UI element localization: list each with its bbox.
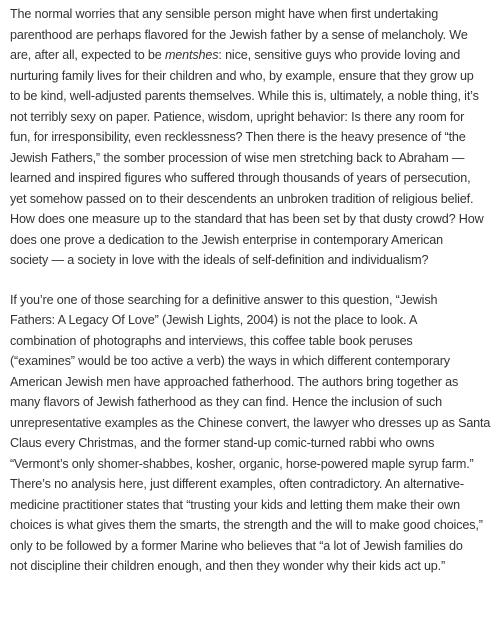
text-run: (“examines” would be too active a verb) the ways in which different contemporary <box>10 354 450 368</box>
text-line <box>10 107 493 128</box>
text-line <box>10 25 493 46</box>
text-line <box>10 433 493 454</box>
text-line <box>10 250 493 271</box>
text-line <box>10 189 493 210</box>
text-line <box>10 168 493 189</box>
text-line <box>10 515 493 536</box>
text-line <box>10 66 493 87</box>
paragraph-1 <box>10 4 493 271</box>
text-run: Fathers: A Legacy Of Love” (Jewish Lights, 2004) is not the place to look. A <box>10 313 418 327</box>
text-line <box>10 454 493 475</box>
text-line <box>10 351 493 372</box>
text-run: The normal worries that any sensible person might have when first undertaking <box>10 7 439 21</box>
text-run: nurturing family lives for their children and who, by example, ensure that they grow up <box>10 68 474 83</box>
text-run: society — a society in love with the ideals of self-definition and individualism? <box>10 253 429 267</box>
text-run: learned and inspired figures who suffered through thousands of years of persecution, <box>10 171 471 185</box>
text-run: yet somehow passed on to their descendents an unbroken tradition of religious belief. <box>10 191 474 206</box>
text-line <box>10 209 493 230</box>
text-run: fun, for irresponsibility, even recklessness? Then there is the heavy presence of “the <box>10 130 466 144</box>
text-line <box>10 392 493 413</box>
text-run: are, after all, expected to be <box>10 48 165 62</box>
text-line <box>10 556 493 577</box>
text-run: American Jewish men have approached fatherhood. The authors bring together as <box>10 374 459 389</box>
text-run: combination of photographs and interviews, this coffee table book peruses <box>10 333 413 348</box>
text-run: does one prove a dedication to the Jewish enterprise in contemporary American <box>10 232 443 247</box>
text-run: only to be followed by a former Marine who believes that “a lot of Jewish families do <box>10 538 463 553</box>
text-run: Jewish Fathers,” the somber procession of wise men stretching back to Abraham — <box>10 150 465 165</box>
text-run: choices is what gives them the smarts, the strength and the will to make good choices,” <box>10 518 483 532</box>
text-run: Claus every Christmas, and the former stand-up comic-turned rabbi who owns <box>10 436 435 450</box>
text-line <box>10 331 493 352</box>
text-run: If you’re one of those searching for a definitive answer to this question, “Jewish <box>10 292 438 307</box>
text-line <box>10 230 493 251</box>
text-run: How does one measure up to the standard that has been set by that dusty crowd? How <box>10 212 484 226</box>
text-line <box>10 536 493 557</box>
text-run: unrepresentative examples as the Chinese convert, the lawyer who dresses up as Santa <box>10 415 491 430</box>
text-run: many flavors of Jewish fatherhood as they can find. Hence the inclusion of such <box>10 395 442 409</box>
text-line <box>10 290 493 311</box>
text-run: “Vermont’s only shomer-shabbes, kosher, organic, horse-powered maple syrup farm.” <box>10 456 474 471</box>
text-line <box>10 474 493 495</box>
text-run: : nice, sensitive guys who provide loving and <box>218 48 461 62</box>
text-line <box>10 372 493 393</box>
text-line <box>10 413 493 434</box>
text-line <box>10 148 493 169</box>
text-line <box>10 4 493 25</box>
text-run: parenthood are perhaps flavored for the Jewish father by a sense of melancholy. We <box>10 27 468 42</box>
text-line <box>10 45 493 66</box>
text-line <box>10 127 493 148</box>
text-run: There’s no analysis here, just different examples, often contradictory. An alternative- <box>10 477 464 491</box>
text-run: medicine practitioner states that “trusting your kids and letting them make their own <box>10 497 460 512</box>
text-line <box>10 86 493 107</box>
italic-term: mentshes <box>164 48 219 62</box>
paragraph-2 <box>10 290 493 577</box>
text-run: to be kind, well-adjusted parents themselves. While this is, ultimately, a noble thing, it’s <box>10 89 479 103</box>
text-run: not terribly sexy on paper. Patience, wisdom, upright behavior: Is there any room for <box>10 109 465 124</box>
text-line <box>10 495 493 516</box>
text-run: not discipline their children enough, and then they wonder why their kids act up.” <box>10 559 446 573</box>
text-line <box>10 310 493 331</box>
